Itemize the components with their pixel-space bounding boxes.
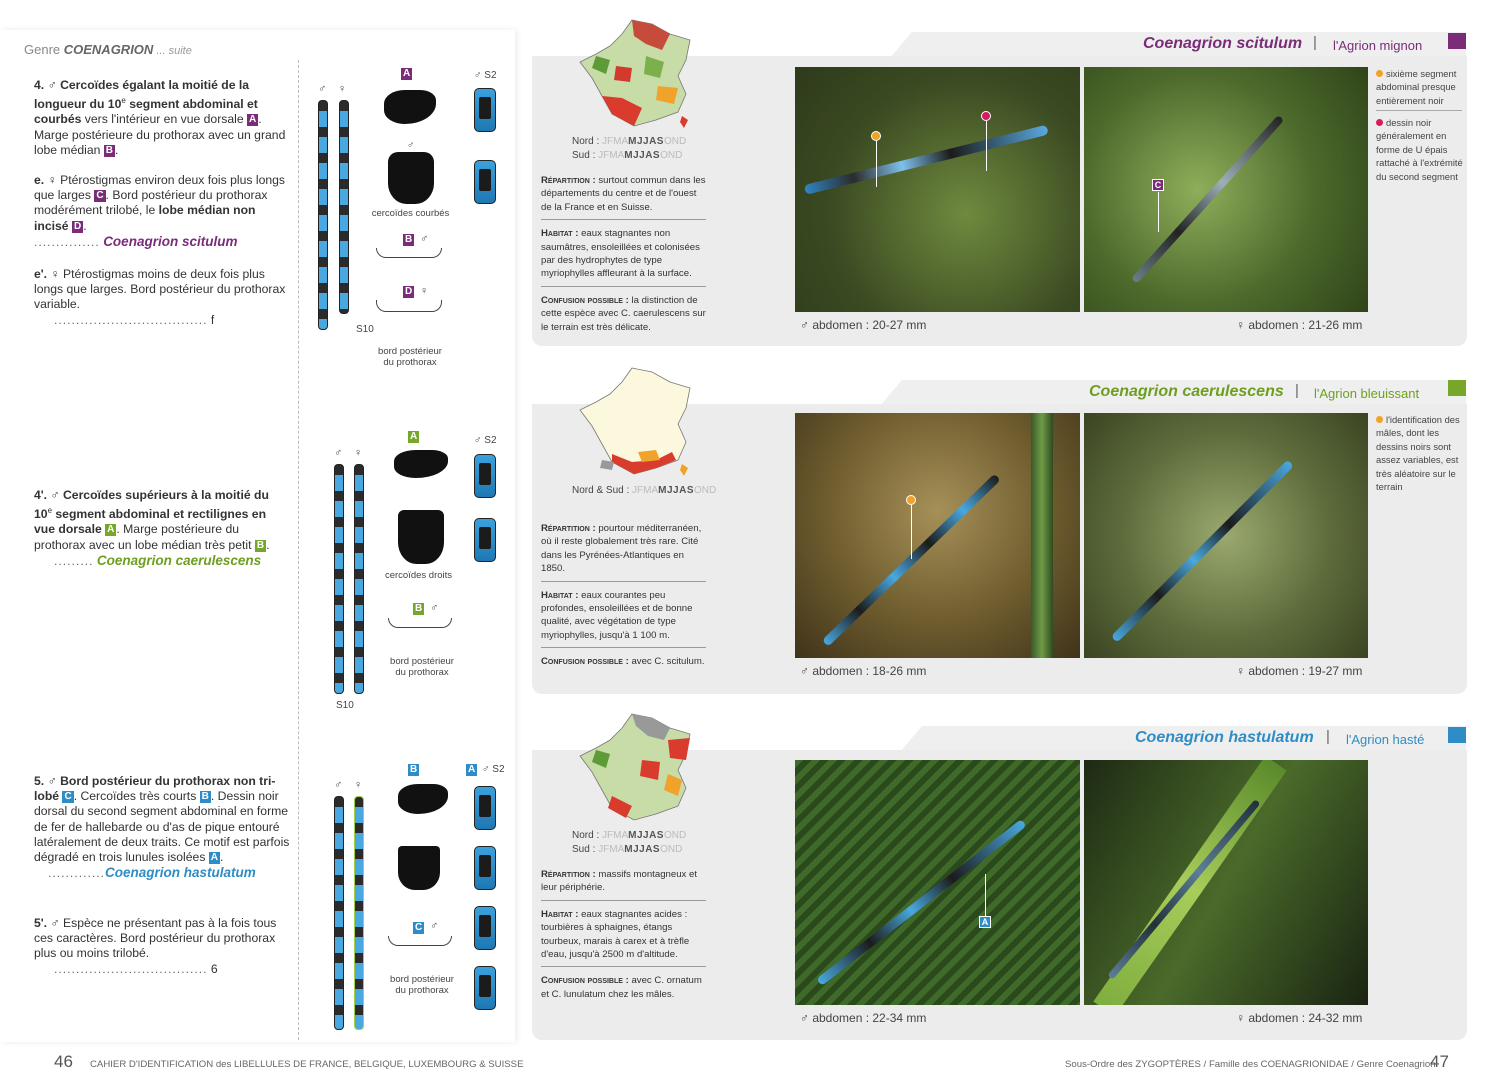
female-photo xyxy=(1084,67,1368,312)
s2-label: ♂ S2 xyxy=(474,70,497,81)
distribution-map xyxy=(572,710,702,825)
fig-label-b: B xyxy=(415,603,423,614)
flight-period: Nord & Sud : JFMAMJJASOND xyxy=(572,485,717,496)
key-step-5: 5. ♂ Bord postérieur du prothorax non tri-lobé C . Cercoïdes très courts B . Dessin noir dorsal du second segment abdominal en forme de fer de hallebarde ou d'as de pique entouré latéralement de deux traits. Ce motif est parfois dégradé en trois lunules isolées A . .............Coenagrion hastulatum xyxy=(34,774,290,881)
species-info: Répartition : massifs montagneux et leur périphérie. Habitat : eaux stagnantes acides : tourbières à sphaignes, étangs tourbeux, marais à carex et à trèfle d'eau, jusqu'à 2500 m d'altitude. Confusion possible : avec C. ornatum et C. lunulatum chez les mâles. xyxy=(541,868,706,1001)
damselfly-female xyxy=(1131,115,1284,284)
species-title: Coenagrion scitulum xyxy=(1143,35,1303,52)
prothorax-outline xyxy=(388,936,452,946)
fig-label-c: C xyxy=(415,922,423,933)
female-abdomen-drawing xyxy=(354,796,364,1030)
title-separator: | xyxy=(1326,728,1330,745)
male-symbol: ♂ xyxy=(334,447,343,459)
fig-label-a: A xyxy=(403,68,411,79)
marker-line xyxy=(985,874,986,916)
prothorax-outline xyxy=(388,618,452,628)
color-flag xyxy=(1448,380,1466,396)
species-info: Répartition : pourtour méditerranéen, où il reste globalement très rare. Cité dans les Pyrénées-Atlantiques en 1850. Habitat : eaux courantes peu profondes, ensoleillées et de bonne qualité, avec végétation de type myriophylles, jusqu'à 1 100 m. Confusion possible : avec C. scitulum. xyxy=(541,523,705,668)
orange-marker xyxy=(871,131,881,141)
s2-label: ♂ S2 xyxy=(482,764,505,775)
id-note-2: dessin noir généralement en forme de U épais rattaché à l'extrémité du second segment xyxy=(1376,117,1463,182)
footer-right: Sous-Ordre des ZYGOPTÈRES / Famille des COENAGRIONIDAE / Genre Coenagrion xyxy=(1065,1059,1436,1070)
female-symbol: ♀ xyxy=(354,447,363,459)
page-number-right: 47 xyxy=(1430,1052,1449,1071)
pink-marker xyxy=(981,111,991,121)
male-abdomen-caption: ♂ abdomen : 18-26 mm xyxy=(800,664,927,678)
key-step-4: 4. ♂ Cercoïdes égalant la moitié de la longueur du 10e segment abdominal et courbés vers l'intérieur en vue dorsale A . Marge postérieure du prothorax avec un grand lobe médian B . xyxy=(34,78,286,157)
male-symbol: ♂ xyxy=(430,602,439,614)
genre-header: Genre COENAGRION ... suite xyxy=(24,42,192,57)
segment-s2-female xyxy=(474,160,496,204)
segment-s2-1 xyxy=(474,786,496,830)
prothorax-caption: bord postérieur du prothorax xyxy=(378,346,442,368)
male-symbol: ♂ xyxy=(420,233,429,245)
title-separator: | xyxy=(1295,382,1299,399)
prothorax-outline xyxy=(376,248,442,258)
female-symbol: ♀ xyxy=(354,779,363,791)
male-abdomen-caption: ♂ abdomen : 20-27 mm xyxy=(800,318,927,332)
fig-label-a: A xyxy=(410,431,418,442)
female-photo xyxy=(1084,413,1368,658)
footer-left: CAHIER D'IDENTIFICATION des LIBELLULES DE FRANCE, BELGIQUE, LUXEMBOURG & SUISSE xyxy=(90,1059,524,1070)
female-abdomen-caption: ♀ abdomen : 24-32 mm xyxy=(1236,1011,1363,1025)
column-divider xyxy=(298,60,299,1040)
s2-label: ♂ S2 xyxy=(474,435,497,446)
cercoid-caption: cercoïdes courbés xyxy=(371,208,450,219)
cercoid-drawing-dorsal xyxy=(398,846,440,890)
s10-label: S10 xyxy=(356,324,374,335)
fig-label-b: B xyxy=(410,764,418,775)
note-divider xyxy=(1376,110,1462,111)
distribution-map xyxy=(572,364,702,479)
label-a: A xyxy=(979,916,991,928)
flight-period-north: Nord : JFMAMJJASOND xyxy=(572,136,687,147)
male-abdomen-drawing xyxy=(334,796,344,1030)
species-common-name: l'Agrion mignon xyxy=(1333,38,1423,53)
segment-s2-3 xyxy=(474,906,496,950)
species-info: Répartition : surtout commun dans les départements du centre et de l'ouest de la France et en Suisse. Habitat : eaux stagnantes non saumâtres, ensoleillées et colonisées par des hydrophytes de type myriophylles affleurant à la surface. Confusion possible : la distinction de cette espèce avec C. caerulescens sur le terrain est très délicate. xyxy=(541,175,706,333)
male-symbol: ♂ xyxy=(407,140,415,151)
species-common-name: l'Agrion bleuissant xyxy=(1314,386,1420,401)
marker-line xyxy=(911,505,912,559)
species-title: Coenagrion hastulatum xyxy=(1135,729,1314,746)
s10-label: S10 xyxy=(336,700,354,711)
fig-label-a: A xyxy=(468,764,476,775)
female-abdomen-caption: ♀ abdomen : 19-27 mm xyxy=(1236,664,1363,678)
segment-s2-2 xyxy=(474,846,496,890)
fig-label-b: B xyxy=(405,234,413,245)
page-number-left: 46 xyxy=(54,1052,73,1071)
male-abdomen-caption: ♂ abdomen : 22-34 mm xyxy=(800,1011,927,1025)
male-abdomen-drawing xyxy=(318,100,328,330)
segment-s2-male xyxy=(474,454,496,498)
female-photo xyxy=(1084,760,1368,1005)
cercoid-drawing-dorsal xyxy=(398,510,444,564)
marker-line xyxy=(876,141,877,187)
species-title: Coenagrion caerulescens xyxy=(1089,383,1284,400)
marker-line xyxy=(986,121,987,171)
cercoid-drawing-dorsal xyxy=(388,152,434,204)
cercoid-caption: cercoïdes droits xyxy=(384,570,453,581)
flight-period-north: Nord : JFMAMJJASOND xyxy=(572,830,687,841)
fig-label-d: D xyxy=(405,286,413,297)
female-abdomen-drawing xyxy=(354,464,364,694)
male-symbol: ♂ xyxy=(334,779,343,791)
male-symbol: ♂ xyxy=(430,920,439,932)
flight-period-south: Sud : JFMAMJJASOND xyxy=(572,844,683,855)
male-photo xyxy=(795,760,1080,1005)
color-flag xyxy=(1448,33,1466,49)
female-symbol: ♀ xyxy=(338,83,347,95)
segment-s2-male xyxy=(474,88,496,132)
id-note-1: sixième segment abdominal presque entièrement noir xyxy=(1376,68,1457,106)
orange-marker xyxy=(906,495,916,505)
prothorax-outline xyxy=(376,300,442,312)
male-photo xyxy=(795,67,1080,312)
damselfly-female xyxy=(1111,460,1294,643)
male-photo xyxy=(795,413,1080,658)
id-note-1: l'identification des mâles, dont les dessins noirs sont assez variables, est très aléatoire sur le terrain xyxy=(1376,414,1460,493)
prothorax-caption: bord postérieur du prothorax xyxy=(390,974,454,996)
segment-s2-female xyxy=(474,518,496,562)
key-step-e: e. ♀ Ptérostigmas environ deux fois plus longs que larges C . Bord postérieur du prothorax modérément trilobé, le lobe médian non incisé D . ............... Coenagrion scitulum xyxy=(34,173,286,249)
female-abdomen-caption: ♀ abdomen : 21-26 mm xyxy=(1236,318,1363,332)
male-abdomen-drawing xyxy=(334,464,344,694)
female-symbol: ♀ xyxy=(420,285,429,297)
flight-period-south: Sud : JFMAMJJASOND xyxy=(572,150,683,161)
key-step-e-prime: e'. ♀ Ptérostigmas moins de deux fois plus longs que larges. Bord postérieur du prothorax variable. ................................... f xyxy=(34,267,286,327)
damselfly-male xyxy=(804,125,1049,195)
key-step-5-prime: 5'. ♂ Espèce ne présentant pas à la fois tous ces caractères. Bord postérieur du prothorax plus ou moins trilobé. ................................... 6 xyxy=(34,916,277,976)
damselfly-female xyxy=(1107,799,1260,980)
title-separator: | xyxy=(1313,34,1317,51)
color-flag xyxy=(1448,727,1466,743)
key-step-4-prime: 4'. ♂ Cercoïdes supérieurs à la moitié du 10e segment abdominal et rectilignes en vue dorsale A . Marge postérieure du prothorax avec un lobe médian très petit B . ......... Coenagrion caerulescens xyxy=(34,488,270,568)
damselfly-male xyxy=(816,819,1026,986)
plant-stem xyxy=(1031,413,1053,658)
species-common-name: l'Agrion hasté xyxy=(1346,732,1425,747)
segment-s2-4 xyxy=(474,966,496,1010)
female-abdomen-drawing xyxy=(339,100,349,314)
distribution-map xyxy=(572,16,702,131)
male-symbol: ♂ xyxy=(318,83,327,95)
marker-line xyxy=(1158,192,1159,232)
prothorax-caption: bord postérieur du prothorax xyxy=(390,656,454,678)
label-c: C xyxy=(1152,179,1164,191)
